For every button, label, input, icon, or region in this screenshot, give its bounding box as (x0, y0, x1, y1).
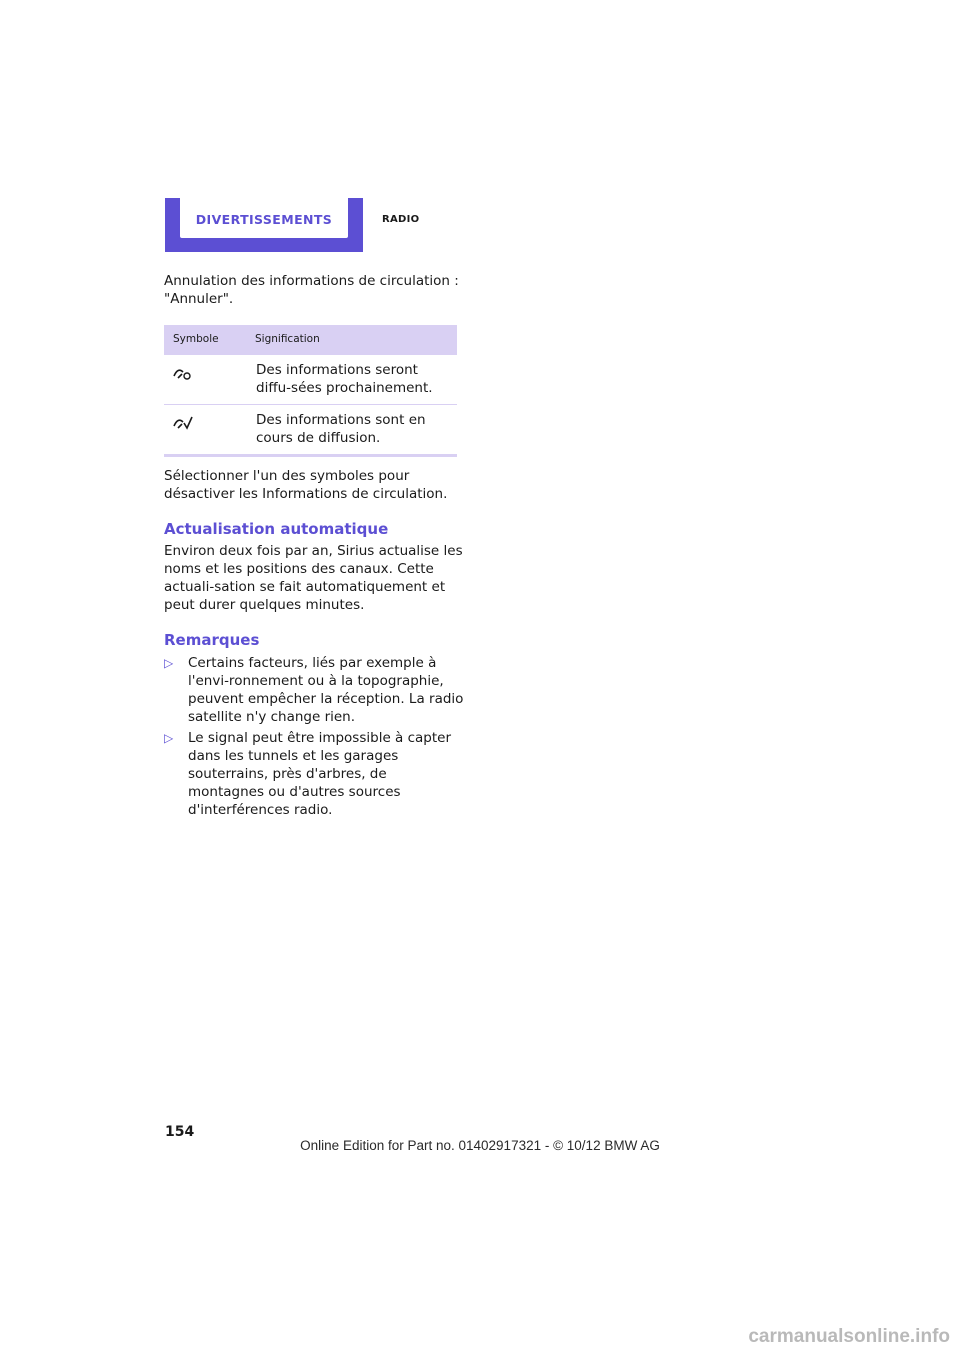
list-item (164, 729, 464, 819)
chapter-tab (165, 198, 363, 252)
table-header (164, 325, 457, 355)
traffic-info-broadcasting-icon (172, 415, 196, 431)
section-title: RADIO (382, 214, 420, 225)
table-row (164, 405, 457, 457)
traffic-info-pending-icon (172, 365, 196, 381)
chapter-tab-inner (180, 198, 348, 238)
after-table-paragraph: Sélectionner l'un des symboles pour désactiver les Informations de circulation. (164, 468, 448, 502)
header-symbol: Symbole (173, 333, 219, 345)
page-number: 154 (165, 1124, 195, 1140)
symbol-table (164, 325, 457, 457)
bullet-text: Certains facteurs, liés par exemple à l'envi-ronnement ou à la topographie, peuvent empêcher la réception. La radio satellite n'y change rien. (188, 655, 464, 725)
watermark: carmanualsonline.info (748, 1326, 950, 1347)
chapter-title: DIVERTISSEMENTS (195, 212, 333, 227)
bullet-arrow-icon: ▷ (164, 656, 174, 670)
header-meaning: Signification (255, 333, 320, 345)
auto-update-paragraph: Environ deux fois par an, Sirius actualise les noms et les positions des canaux. Cette actuali-sation se fait automatiquement et peut durer quelques minutes. (164, 543, 463, 613)
heading-auto-update: Actualisation automatique (164, 520, 389, 538)
row-description: Des informations seront diffu-sées prochainement. (256, 362, 433, 396)
list-item (164, 654, 464, 726)
row-description: Des informations sont en cours de diffusion. (256, 412, 426, 446)
intro-line-2: "Annuler". (164, 291, 234, 307)
table-row (164, 355, 457, 405)
bullet-text: Le signal peut être impossible à capter dans les tunnels et les garages souterrains, près d'arbres, de montagnes ou d'autres sources d'interférences radio. (188, 730, 452, 818)
footer-edition: Online Edition for Part no. 01402917321 - © 10/12 BMW AG (300, 1138, 660, 1153)
bullet-arrow-icon: ▷ (164, 731, 174, 745)
intro-line-1: Annulation des informations de circulation : (164, 273, 459, 289)
heading-remarks: Remarques (164, 631, 260, 649)
